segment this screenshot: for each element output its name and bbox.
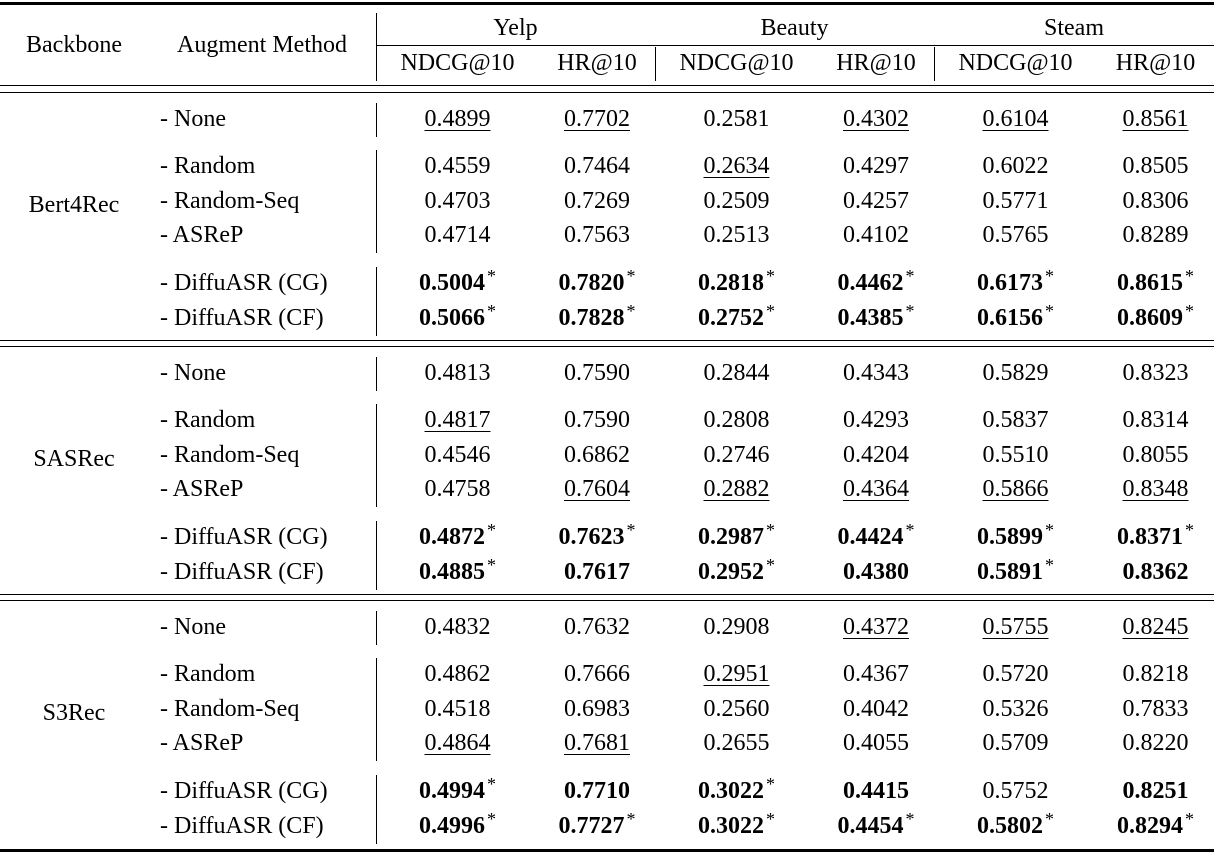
value-text: 0.4864: [424, 730, 491, 756]
value-text: 0.4899: [424, 106, 491, 132]
significance-star: *: [487, 809, 496, 829]
value-cell: [376, 151, 539, 181]
value-text: 0.4424: [837, 524, 904, 550]
value-text: 0.5899: [977, 524, 1043, 550]
value-text: 0.8220: [1122, 730, 1189, 756]
value-text: 0.2882: [703, 476, 770, 502]
value-text: 0.4042: [843, 696, 909, 722]
value-cell: [376, 557, 539, 588]
significance-star: *: [626, 266, 636, 286]
value-cell: [934, 440, 1097, 470]
value-text: 0.8055: [1122, 442, 1189, 468]
significance-star: *: [766, 301, 775, 321]
value-text: 0.4385: [837, 305, 904, 331]
value-text: 0.5829: [982, 360, 1049, 386]
header-rule-2: [0, 92, 1214, 93]
value-cell: [818, 557, 934, 587]
method-label: - ASReP: [160, 222, 244, 248]
value-cell: [934, 557, 1097, 588]
value-cell: [934, 694, 1097, 724]
value-text: 0.5709: [982, 730, 1049, 756]
header-dataset-beauty: Beauty: [760, 15, 829, 41]
value-text: 0.7710: [564, 778, 630, 804]
value-text: 0.2808: [703, 407, 770, 433]
significance-star: *: [626, 301, 636, 321]
value-text: 0.4813: [424, 360, 491, 386]
value-cell: [1097, 220, 1214, 250]
value-cell: [818, 405, 934, 435]
value-cell: [934, 811, 1097, 842]
value-text: 0.7590: [564, 407, 630, 433]
value-cell: [1097, 186, 1214, 216]
value-text: 0.7269: [564, 188, 630, 214]
value-text: 0.6104: [982, 106, 1049, 132]
value-text: 0.4994: [419, 778, 485, 804]
value-cell: [818, 612, 934, 642]
value-cell: [539, 522, 655, 553]
value-cell: [376, 104, 539, 134]
value-text: 0.7702: [564, 106, 630, 132]
value-text: 0.4703: [424, 188, 491, 214]
value-text: 0.4462: [837, 270, 904, 296]
value-text: 0.4559: [424, 153, 491, 179]
value-text: 0.5802: [977, 813, 1043, 839]
value-cell: [934, 268, 1097, 299]
significance-star: *: [766, 774, 775, 794]
value-text: 0.8362: [1122, 559, 1189, 585]
value-text: 0.6983: [564, 696, 630, 722]
value-cell: [655, 220, 818, 250]
value-text: 0.4297: [843, 153, 909, 179]
significance-star: *: [487, 555, 496, 575]
value-cell: [655, 303, 818, 334]
value-text: 0.7464: [564, 153, 630, 179]
value-text: 0.4302: [843, 106, 909, 132]
method-label: - Random: [160, 153, 256, 179]
value-text: 0.2987: [698, 524, 764, 550]
value-cell: [539, 612, 655, 642]
value-cell: [818, 522, 934, 553]
significance-star: *: [626, 809, 636, 829]
value-cell: [655, 358, 818, 388]
method-label: - Random-Seq: [160, 188, 300, 214]
value-text: 0.5510: [982, 442, 1049, 468]
value-cell: [376, 440, 539, 470]
significance-star: *: [487, 301, 496, 321]
method-label: - DiffuASR (CF): [160, 559, 324, 585]
value-text: 0.5771: [982, 188, 1049, 214]
significance-star: *: [766, 520, 775, 540]
value-cell: [539, 440, 655, 470]
significance-star: *: [905, 301, 915, 321]
method-label: - None: [160, 360, 226, 386]
value-text: 0.4885: [419, 559, 485, 585]
value-text: 0.4380: [843, 559, 909, 585]
value-cell: [539, 151, 655, 181]
value-cell: [655, 186, 818, 216]
value-cell: [539, 776, 655, 806]
value-text: 0.4546: [424, 442, 491, 468]
value-cell: [818, 186, 934, 216]
value-cell: [539, 557, 655, 587]
value-cell: [539, 220, 655, 250]
value-text: 0.2952: [698, 559, 764, 585]
header-metric-beauty-ndcg: NDCG@10: [679, 50, 794, 76]
value-cell: [539, 104, 655, 134]
significance-star: *: [487, 774, 496, 794]
value-text: 0.2746: [703, 442, 770, 468]
header-dataset-yelp: Yelp: [493, 15, 538, 41]
header-metric-yelp-ndcg: NDCG@10: [400, 50, 515, 76]
value-cell: [539, 694, 655, 724]
group-separator: [0, 346, 1214, 347]
group-separator: [0, 594, 1214, 595]
value-cell: [655, 612, 818, 642]
value-cell: [818, 268, 934, 299]
header-augment-method: Augment Method: [177, 32, 347, 58]
value-cell: [1097, 694, 1214, 724]
value-cell: [818, 151, 934, 181]
value-text: 0.5891: [977, 559, 1043, 585]
value-cell: [539, 358, 655, 388]
value-cell: [655, 268, 818, 299]
value-cell: [539, 303, 655, 334]
value-text: 0.7632: [564, 614, 630, 640]
value-cell: [934, 474, 1097, 504]
value-text: 0.4372: [843, 614, 909, 640]
value-cell: [376, 776, 539, 807]
value-text: 0.4758: [424, 476, 491, 502]
value-text: 0.7617: [564, 559, 630, 585]
method-label: - None: [160, 614, 226, 640]
significance-star: *: [626, 520, 636, 540]
value-cell: [655, 104, 818, 134]
significance-star: *: [1045, 301, 1054, 321]
value-cell: [934, 358, 1097, 388]
value-text: 0.7604: [564, 476, 630, 502]
value-text: 0.5752: [982, 778, 1049, 804]
value-cell: [655, 405, 818, 435]
value-cell: [1097, 811, 1214, 842]
significance-star: *: [1045, 520, 1054, 540]
value-text: 0.4862: [424, 661, 491, 687]
value-text: 0.4102: [843, 222, 909, 248]
value-cell: [934, 151, 1097, 181]
method-label: - ASReP: [160, 730, 244, 756]
method-label: - Random: [160, 661, 256, 687]
value-text: 0.2509: [703, 188, 770, 214]
significance-star: *: [905, 266, 915, 286]
value-text: 0.6022: [982, 153, 1049, 179]
header-rule-1: [0, 85, 1214, 86]
value-cell: [376, 405, 539, 435]
significance-star: *: [1185, 809, 1194, 829]
significance-star: *: [1185, 520, 1194, 540]
value-cell: [376, 268, 539, 299]
value-text: 0.7833: [1122, 696, 1189, 722]
significance-star: *: [766, 555, 775, 575]
value-text: 0.7666: [564, 661, 630, 687]
value-text: 0.2655: [703, 730, 770, 756]
value-cell: [376, 186, 539, 216]
value-cell: [1097, 776, 1214, 806]
value-cell: [1097, 557, 1214, 587]
method-label: - ASReP: [160, 476, 244, 502]
value-cell: [934, 405, 1097, 435]
value-text: 0.6862: [564, 442, 630, 468]
value-cell: [655, 557, 818, 588]
value-cell: [1097, 104, 1214, 134]
value-text: 0.3022: [698, 778, 764, 804]
value-text: 0.4415: [843, 778, 909, 804]
header-backbone: Backbone: [26, 32, 122, 58]
value-text: 0.8251: [1122, 778, 1189, 804]
value-cell: [376, 612, 539, 642]
method-label: - DiffuASR (CG): [160, 778, 328, 804]
value-text: 0.2581: [703, 106, 770, 132]
value-cell: [818, 220, 934, 250]
value-text: 0.4817: [424, 407, 491, 433]
value-cell: [1097, 405, 1214, 435]
value-text: 0.4518: [424, 696, 491, 722]
group-separator: [0, 340, 1214, 341]
value-text: 0.8348: [1122, 476, 1189, 502]
method-label: - DiffuASR (CF): [160, 305, 324, 331]
value-cell: [376, 811, 539, 842]
value-cell: [818, 694, 934, 724]
value-text: 0.2634: [703, 153, 770, 179]
bottom-rule: [0, 849, 1214, 852]
value-cell: [655, 474, 818, 504]
method-label: - DiffuASR (CG): [160, 270, 328, 296]
backbone-label: SASRec: [33, 446, 115, 472]
value-text: 0.8371: [1117, 524, 1183, 550]
header-dataset-steam: Steam: [1044, 15, 1104, 41]
value-cell: [818, 728, 934, 758]
value-cell: [376, 522, 539, 553]
value-cell: [655, 659, 818, 689]
value-cell: [818, 811, 934, 842]
value-cell: [539, 268, 655, 299]
value-cell: [539, 659, 655, 689]
significance-star: *: [1185, 301, 1194, 321]
value-text: 0.8294: [1117, 813, 1183, 839]
significance-star: *: [1045, 555, 1054, 575]
value-text: 0.4872: [419, 524, 485, 550]
value-text: 0.8306: [1122, 188, 1189, 214]
method-label: - Random-Seq: [160, 696, 300, 722]
value-cell: [655, 776, 818, 807]
method-label: - None: [160, 106, 226, 132]
value-cell: [376, 694, 539, 724]
group-separator: [0, 600, 1214, 601]
value-cell: [818, 358, 934, 388]
value-text: 0.4367: [843, 661, 909, 687]
value-text: 0.8323: [1122, 360, 1189, 386]
value-cell: [934, 104, 1097, 134]
value-cell: [1097, 522, 1214, 553]
value-text: 0.4832: [424, 614, 491, 640]
header-metric-beauty-hr: HR@10: [836, 50, 916, 76]
header-metric-steam-ndcg: NDCG@10: [958, 50, 1073, 76]
value-cell: [655, 694, 818, 724]
value-text: 0.8561: [1122, 106, 1189, 132]
method-label: - Random: [160, 407, 256, 433]
value-cell: [655, 440, 818, 470]
value-text: 0.4996: [419, 813, 485, 839]
value-text: 0.3022: [698, 813, 764, 839]
value-text: 0.7623: [558, 524, 625, 550]
value-cell: [1097, 659, 1214, 689]
significance-star: *: [766, 266, 775, 286]
value-text: 0.5004: [419, 270, 485, 296]
value-cell: [376, 220, 539, 250]
backbone-label: Bert4Rec: [28, 192, 120, 218]
header-metric-steam-hr: HR@10: [1115, 50, 1196, 76]
header-metric-yelp-hr: HR@10: [557, 50, 637, 76]
method-label: - DiffuASR (CF): [160, 813, 324, 839]
value-cell: [934, 220, 1097, 250]
value-text: 0.6173: [977, 270, 1043, 296]
value-text: 0.7590: [564, 360, 630, 386]
value-text: 0.2752: [698, 305, 764, 331]
significance-star: *: [487, 520, 496, 540]
value-cell: [376, 358, 539, 388]
value-cell: [1097, 303, 1214, 334]
value-text: 0.2513: [703, 222, 770, 248]
significance-star: *: [905, 809, 915, 829]
value-cell: [539, 474, 655, 504]
value-cell: [655, 522, 818, 553]
value-text: 0.5866: [982, 476, 1049, 502]
value-cell: [539, 728, 655, 758]
top-rule: [0, 2, 1214, 5]
value-text: 0.8245: [1122, 614, 1189, 640]
value-text: 0.2951: [703, 661, 770, 687]
value-cell: [934, 728, 1097, 758]
value-text: 0.8289: [1122, 222, 1189, 248]
value-cell: [655, 728, 818, 758]
method-label: - Random-Seq: [160, 442, 300, 468]
value-text: 0.5765: [982, 222, 1049, 248]
value-cell: [376, 303, 539, 334]
significance-star: *: [487, 266, 496, 286]
significance-star: *: [1045, 809, 1054, 829]
value-cell: [1097, 358, 1214, 388]
value-text: 0.2844: [703, 360, 770, 386]
value-cell: [539, 405, 655, 435]
value-text: 0.4055: [843, 730, 909, 756]
header-subrule: [376, 45, 1214, 46]
value-text: 0.4293: [843, 407, 909, 433]
value-text: 0.8314: [1122, 407, 1189, 433]
value-text: 0.6156: [977, 305, 1043, 331]
value-text: 0.5720: [982, 661, 1049, 687]
significance-star: *: [1045, 266, 1054, 286]
value-text: 0.4714: [424, 222, 491, 248]
significance-star: *: [1185, 266, 1194, 286]
value-text: 0.7727: [558, 813, 625, 839]
value-text: 0.2908: [703, 614, 770, 640]
value-text: 0.8218: [1122, 661, 1189, 687]
value-text: 0.4257: [843, 188, 909, 214]
value-cell: [818, 104, 934, 134]
value-text: 0.4364: [843, 476, 909, 502]
value-text: 0.5755: [982, 614, 1049, 640]
value-cell: [818, 440, 934, 470]
value-cell: [376, 659, 539, 689]
value-cell: [376, 728, 539, 758]
value-text: 0.4204: [843, 442, 909, 468]
value-text: 0.7820: [558, 270, 625, 296]
value-cell: [655, 151, 818, 181]
value-text: 0.2560: [703, 696, 770, 722]
value-cell: [655, 811, 818, 842]
value-cell: [539, 811, 655, 842]
value-cell: [539, 186, 655, 216]
value-text: 0.5837: [982, 407, 1049, 433]
method-label: - DiffuASR (CG): [160, 524, 328, 550]
value-cell: [1097, 728, 1214, 758]
value-cell: [1097, 474, 1214, 504]
value-cell: [818, 776, 934, 806]
value-cell: [934, 522, 1097, 553]
value-cell: [1097, 268, 1214, 299]
value-text: 0.5066: [419, 305, 485, 331]
value-cell: [934, 303, 1097, 334]
value-text: 0.2818: [698, 270, 764, 296]
significance-star: *: [905, 520, 915, 540]
value-cell: [818, 474, 934, 504]
value-text: 0.8505: [1122, 153, 1189, 179]
value-text: 0.8615: [1117, 270, 1183, 296]
value-text: 0.7681: [564, 730, 630, 756]
value-text: 0.7563: [564, 222, 630, 248]
value-cell: [934, 612, 1097, 642]
value-cell: [934, 659, 1097, 689]
value-cell: [376, 474, 539, 504]
value-text: 0.7828: [558, 305, 625, 331]
value-cell: [1097, 151, 1214, 181]
value-cell: [934, 776, 1097, 806]
value-cell: [818, 303, 934, 334]
significance-star: *: [766, 809, 775, 829]
value-cell: [934, 186, 1097, 216]
value-text: 0.8609: [1117, 305, 1183, 331]
value-text: 0.4343: [843, 360, 909, 386]
value-cell: [1097, 440, 1214, 470]
value-cell: [818, 659, 934, 689]
value-cell: [1097, 612, 1214, 642]
backbone-label: S3Rec: [42, 700, 106, 726]
value-text: 0.5326: [982, 696, 1049, 722]
value-text: 0.4454: [837, 813, 904, 839]
